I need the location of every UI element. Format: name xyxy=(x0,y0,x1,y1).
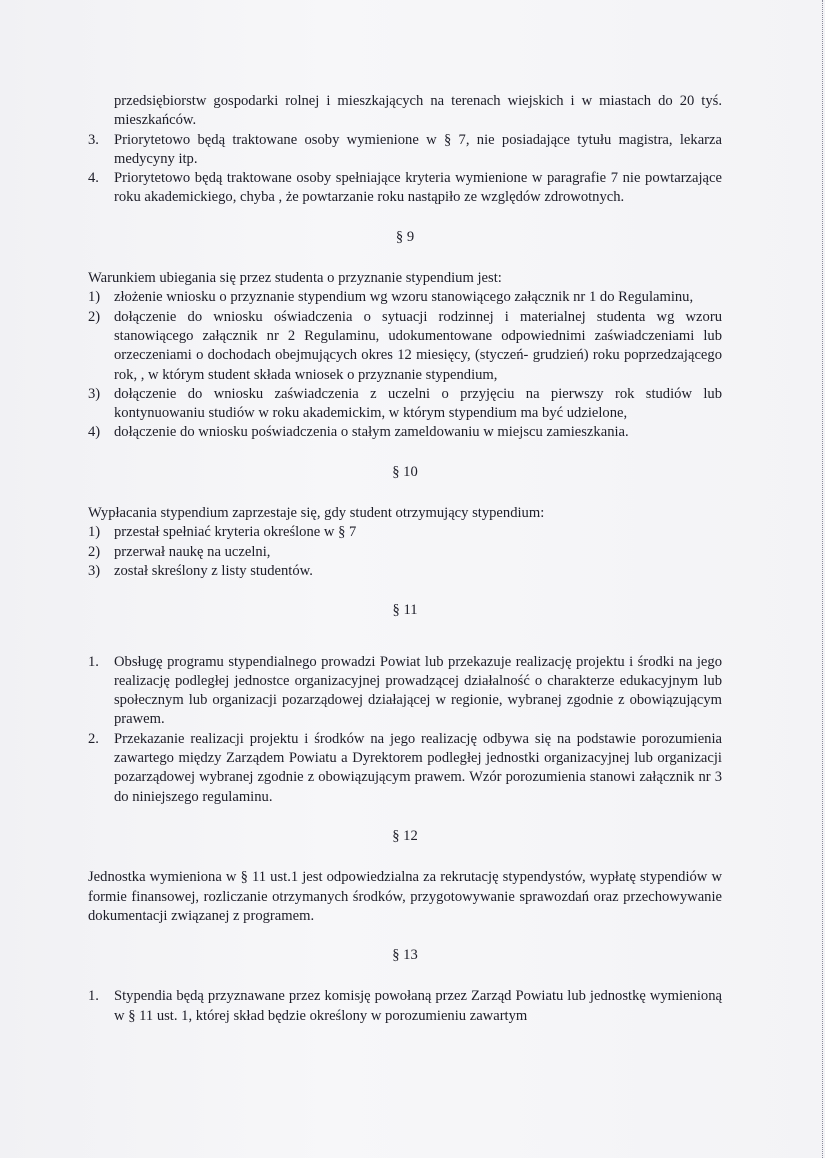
section-11-items xyxy=(88,653,722,807)
list-item xyxy=(88,987,722,1026)
item-number: 1) xyxy=(88,289,101,306)
item-number: 2) xyxy=(88,543,101,560)
item-text: Priorytetowo będą traktowane osoby spełniające kryteria wymienione w paragrafie 7 nie powtarzające roku akademickiego, chyba , że powtarzanie roku nastąpiło ze względów zdrowotnych. xyxy=(114,170,722,206)
item-text: przerwał naukę na uczelni, xyxy=(114,543,271,560)
list-item xyxy=(88,730,722,807)
list-item xyxy=(88,308,722,385)
item-number: 3) xyxy=(88,385,101,402)
section-13-heading: § 13 xyxy=(392,947,418,964)
item-number: 4) xyxy=(88,424,101,441)
item-text: Stypendia będą przyznawane przez komisję powołaną przez Zarząd Powiatu lub jednostkę wymienioną w § 11 ust. 1, której skład będzie określony w porozumieniu zawartym xyxy=(114,988,722,1024)
item-number: 1. xyxy=(88,653,99,670)
list-item xyxy=(88,288,722,307)
item-number: 4. xyxy=(88,170,99,187)
section-9-lead: Warunkiem ubiegania się przez studenta o przyznanie stypendium jest: xyxy=(88,270,502,287)
section-13-items xyxy=(88,987,722,1026)
item-number: 1) xyxy=(88,524,101,541)
item-number: 3) xyxy=(88,562,101,579)
item-text: przestał spełniać kryteria określone w § 7 xyxy=(114,524,357,541)
section-9-items xyxy=(88,288,722,442)
item-text: Priorytetowo będą traktowane osoby wymienione w § 7, nie posiadające tytułu magistra, lekarza medycyny itp. xyxy=(114,131,722,167)
section-9-heading: § 9 xyxy=(395,228,415,245)
page-edge xyxy=(821,0,823,1158)
list-item xyxy=(88,562,722,581)
section-12-text: Jednostka wymieniona w § 11 ust.1 jest odpowiedzialna za rekrutację stypendystów, wypłatę stypendiów w formie finansowej, rozliczanie otrzymanych środków, przygotowywanie sprawozdań oraz przechowywanie dokumentacji związanej z programem. xyxy=(88,869,722,924)
list-item xyxy=(88,423,722,442)
list-item xyxy=(88,523,722,542)
section-10-heading: § 10 xyxy=(392,463,418,480)
section-10-lead: Wypłacania stypendium zaprzestaje się, gdy student otrzymujący stypendium: xyxy=(88,505,545,522)
list-item xyxy=(88,653,722,730)
section-8-items xyxy=(88,131,722,208)
item-text: dołączenie do wniosku oświadczenia o sytuacji rodzinnej i materialnej studenta wg wzoru stanowiącego załącznik nr 2 Regulaminu, udokumentowane odpowiednimi zaświadczeniami lub orzeczeniami o dochodach obejmujących okres 12 miesięcy, (styczeń- grudzień) roku poprzedzającego rok, , w którym student składa wniosek o przyznanie stypendium, xyxy=(114,308,722,383)
section-11-heading: § 11 xyxy=(392,602,418,619)
item-text: złożenie wniosku o przyznanie stypendium wg wzoru stanowiącego załącznik nr 1 do Regulaminu, xyxy=(114,289,694,306)
list-item xyxy=(88,169,722,208)
list-item xyxy=(88,543,722,562)
list-item xyxy=(88,131,722,170)
section-10-items xyxy=(88,523,722,581)
item-text: został skreślony z listy studentów. xyxy=(114,562,313,579)
list-item xyxy=(88,385,722,424)
item-number: 1. xyxy=(88,988,99,1005)
item-text: dołączenie do wniosku poświadczenia o stałym zameldowaniu w miejscu zamieszkania. xyxy=(114,424,629,441)
item-number: 2) xyxy=(88,308,101,325)
item-text: Obsługę programu stypendialnego prowadzi Powiat lub przekazuje realizację projektu i środki na jego realizację podległej jednostce organizacyjnej prowadzącej działalność o charakterze edukacyjnym lub społecznym lub organizacji pozarządowej działającej w regionie, wybranej zgodnie z obowiązującym prawem. xyxy=(114,653,722,728)
item-number: 2. xyxy=(88,730,99,747)
item-text: Przekazanie realizacji projektu i środków na jego realizację odbywa się na podstawie porozumienia zawartego między Zarządem Powiatu a Dyrektorem podległej jednostki organizacyjnej lub organizacji pozarządowej wybranej zgodnie z obowiązującym prawem. Wzór porozumienia stanowi załącznik nr 3 do niniejszego regulaminu. xyxy=(114,730,722,805)
section-12-heading: § 12 xyxy=(392,827,418,844)
document-body xyxy=(88,92,722,1026)
intro-fragment: przedsiębiorstw gospodarki rolnej i mieszkających na terenach wiejskich i w miastach do 20 tyś. mieszkańców. xyxy=(114,93,722,129)
item-number: 3. xyxy=(88,131,99,148)
item-text: dołączenie do wniosku zaświadczenia z uczelni o przyjęciu na pierwszy rok studiów lub kontynuowaniu studiów w roku akademickim, w którym stypendium ma być udzielone, xyxy=(114,385,722,422)
